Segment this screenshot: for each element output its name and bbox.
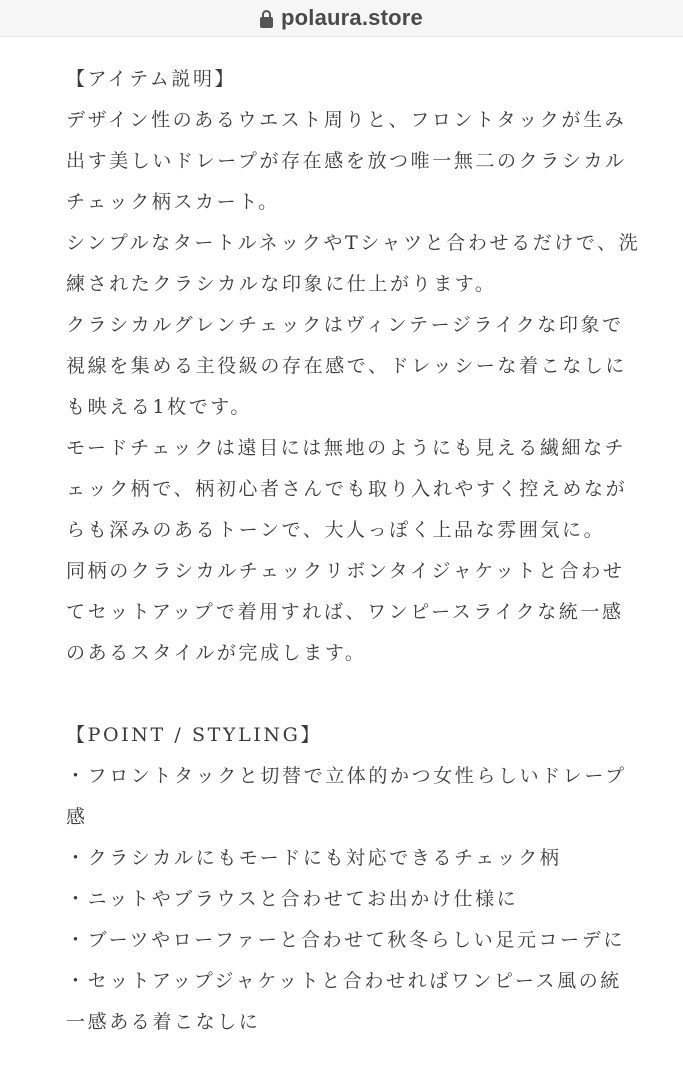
text-line: チェック柄スカート。 [66, 191, 280, 213]
text-line: 出す美しいドレープが存在感を放つ唯一無二のクラシカル [66, 150, 627, 172]
section-heading: 【アイテム説明】 [66, 68, 237, 90]
section-heading: 【POINT / STYLING】 [66, 724, 323, 746]
text-line: も映える1枚です。 [66, 396, 252, 418]
bullet-line: ・クラシカルにもモードにも対応できるチェック柄 [66, 847, 562, 869]
text-line: 視線を集める主役級の存在感で、ドレッシーな着こなしに [66, 355, 628, 377]
text-line: デザイン性のあるウエスト周りと、フロントタックが生み [66, 109, 627, 131]
bullet-line: ・ニットやブラウスと合わせてお出かけ仕様に [66, 888, 519, 910]
text-line: クラシカルグレンチェックはヴィンテージライクな印象で [66, 314, 624, 336]
text-line: てセットアップで着用すれば、ワンピースライクな統一感 [66, 601, 624, 623]
text-line: モードチェックは遠目には無地のようにも見える繊細なチ [66, 437, 627, 459]
item-description-section [66, 59, 641, 674]
point-styling-section [66, 715, 641, 1043]
text-line: 練されたクラシカルな印象に仕上がります。 [66, 273, 497, 295]
bullet-line: 一感ある着こなしに [66, 1011, 261, 1033]
product-description [0, 37, 641, 1043]
text-line: シンプルなタートルネックやTシャツと合わせるだけで、洗 [66, 232, 641, 254]
text-line: 同柄のクラシカルチェックリボンタイジャケットと合わせ [66, 560, 625, 582]
text-line: らも深みのあるトーンで、大人っぽく上品な雰囲気に。 [66, 519, 606, 541]
address-bar[interactable] [0, 0, 683, 37]
bullet-line: 感 [66, 806, 88, 828]
bullet-line: ・フロントタックと切替で立体的かつ女性らしいドレープ [66, 765, 627, 787]
lock-icon [260, 10, 273, 28]
text-line: のあるスタイルが完成します。 [66, 642, 367, 664]
bullet-line: ・ブーツやローファーと合わせて秋冬らしい足元コーデに [66, 929, 625, 951]
text-line: ェック柄で、柄初心者さんでも取り入れやすく控えめなが [66, 478, 628, 500]
spacer [66, 674, 641, 715]
bullet-line: ・セットアップジャケットと合わせればワンピース風の統 [66, 970, 622, 992]
url-text: polaura.store [281, 5, 423, 30]
